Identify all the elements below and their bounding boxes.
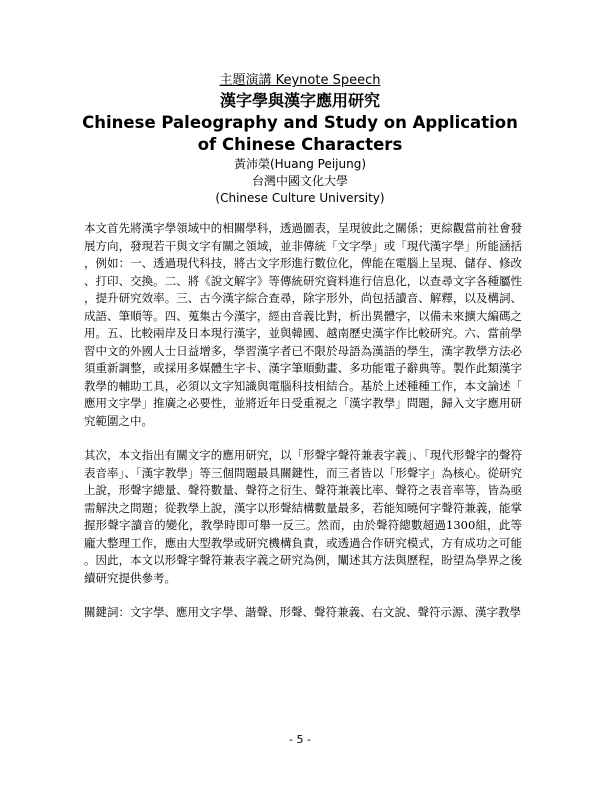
page-number: - 5 - [289, 733, 311, 746]
title-english: Chinese Paleography and Study on Application of Chinese Characters [82, 113, 518, 154]
author-name: 黃沛榮(Huang Peijung) [233, 157, 367, 171]
affiliation-chinese: 台灣中國文化大學 [251, 174, 348, 188]
title-chinese: 漢字學與漢字應用研究 [219, 91, 380, 110]
affiliation-english: (Chinese Culture University) [215, 191, 385, 205]
abstract-paragraph-2: 其次，本文指出有關文字的應用研究，以「形聲字聲符兼表字義」、「現代形聲字的聲符表音率」、「漢字教學」等三個問題最具關鍵性，而三者皆以「形聲字」為核心。從研究上說，形聲字總量、聲符數量、聲符之衍生、聲符兼義比率、聲符之表音率等，皆為亟需解決之問題；從教學上說，漢字以形聲結構數量最多，若能知曉何字聲符兼義，能掌握形聲字讀音的變化，教學時即可舉一反三。然而，由於聲符總數超過1300組，此等龐大整理工作，應由大型教學或研究機構負責，或透過合作研究模式，方有成功之可能。因此，本文以形聲字聲符兼表字義之研究為例，闡述其方法與歷程，盼望為學界之後續研究提供參考。 [84, 448, 522, 585]
session-label: 主題演講 Keynote Speech [219, 73, 381, 88]
abstract-body [84, 220, 522, 622]
paper-header [80, 72, 520, 207]
abstract-paragraph-1: 本文首先將漢字學領域中的相關學科，透過圖表，呈現彼此之關係；更綜觀當前社會發展方向，發現若干與文字有關之領域，並非傳統「文字學」或「現代漢字學」所能涵括，例如：一、透過現代科技，將古文字形進行數位化，俾能在電腦上呈現、儲存、修改、打印、交換。二、將《說文解字》等傳統研究資料進行信息化，以查尋文字各種屬性，提升研究效率。三、古今漢字綜合查尋，除字形外，尚包括讀音、解釋，以及構詞、成語、筆順等。四、蒐集古今漢字，經由音義比對，析出異體字，以備未來擴大編碼之用。五、比較兩岸及日本現行漢字，並與韓國、越南歷史漢字作比較研究。六、當前學習中文的外國人士日益增多，學習漢字者已不限於母語為漢語的學生，漢字教學方法必須重新調整，或採用多媒體生字卡、漢字筆順動畫、多功能電子辭典等。製作此類漢字教學的輔助工具，必須以文字知識與電腦科技相結合。基於上述種種工作，本文論述「應用文字學」推廣之必要性，並將近年日受重視之「漢字教學」問題，歸入文字應用研究範圍之中。 [84, 221, 522, 428]
keywords-line: 關鍵詞：文字學、應用文字學、諧聲、形聲、聲符兼義、右文說、聲符示源、漢字教學 [84, 605, 521, 619]
